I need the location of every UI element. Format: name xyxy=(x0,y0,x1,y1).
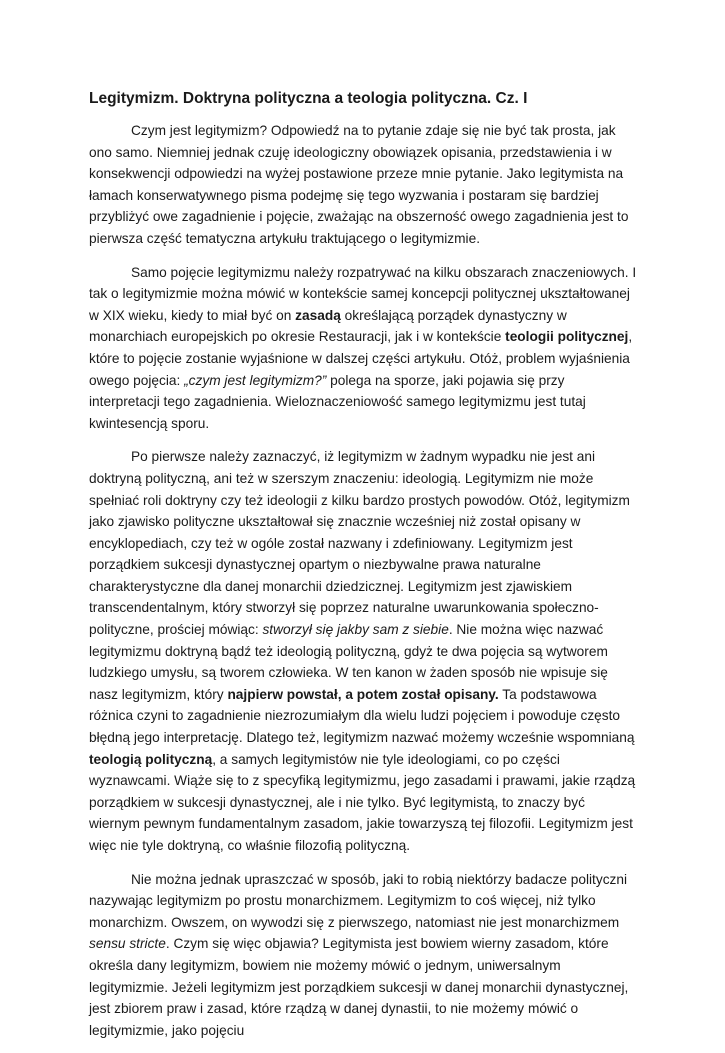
paragraph xyxy=(89,262,637,435)
paragraph xyxy=(89,446,637,856)
bold-text: zasadą xyxy=(295,307,341,323)
paragraph-text: polega na sporze, jaki pojawia się przy interpretacji tego zagadnienia. Wieloznaczeniowość samego legitymizmu jest tutaj kwintesencją sporu. xyxy=(89,372,586,431)
italic-text: stworzył się jakby sam z siebie xyxy=(262,622,449,638)
paragraph-text: Samo pojęcie legitymizmu należy rozpatrywać na kilku obszarach znaczeniowych. I tak o legitymizmie można mówić w kontekście samej koncepcji politycznej ukształtowanej w XIX wieku, kiedy to miał być on xyxy=(89,264,637,323)
paragraph-text: Po pierwsze należy zaznaczyć, iż legitymizm w żadnym wypadku nie jest ani doktryną polityczną, ani też w szerszym znaczeniu: ideologią. Legitymizm nie może spełniać roli doktryny czy też ideologii z kilku bardzo prostych powodów. Otóż, legitymizm jako zjawisko polityczne ukształtował się znacznie wcześniej niż został opisany w encyklopediach, czy też w ogóle został nazwany i zdefiniowany. Legitymizm jest porządkiem sukcesji dynastycznej opartym o niezbywalne prawa naturalne charakterystyczne dla danej monarchii dziedzicznej. Legitymizm jest zjawiskiem transcendentalnym, który stworzył się poprzez naturalne uwarunkowania społeczno-polityczne, prościej mówiąc: xyxy=(89,449,630,638)
italic-text: „czym jest legitymizm?” xyxy=(184,372,327,388)
paragraph-text: . Czym się więc objawia? Legitymista jest bowiem wierny zasadom, które określa dany legitymizm, bowiem nie możemy mówić o jednym, uniwersalnym legitymizmie. Jeżeli legitymizm jest porządkiem sukcesji w danej monarchii dynastycznej, jest zbiorem praw i zasad, które rządzą w danej dynastii, to nie możemy mówić o legitymizmie, jako pojęciu xyxy=(89,936,629,1038)
paragraph-text: Nie można jednak upraszczać w sposób, jaki to robią niektórzy badacze polityczni nazywając legitymizm po prostu monarchizmem. Legitymizm to coś więcej, niż tylko monarchizm. Owszem, on wywodzi się z pierwszego, natomiast nie jest monarchizmem xyxy=(89,871,628,930)
paragraph-text: . Nie można więc nazwać legitymizmu doktryną bądź też ideologią polityczną, gdyż te dwa pojęcia są wytworem ludzkiego umysłu, są tworem człowieka. W ten kanon w żaden sposób nie wpisuje się nasz legitymizm, który xyxy=(89,622,608,702)
bold-text: teologii politycznej xyxy=(505,329,629,345)
paragraph-text: Ta podstawowa różnica czyni to zagadnienie niezrozumiałym dla wielu ludzi pojęciem i powoduje często błędną jego interpretację. Dlatego też, legitymizm nazwać możemy wcześnie wspomnianą xyxy=(89,686,635,746)
paragraph-text: , a samych legitymistów nie tyle ideologiami, co po części wyznawcami. Wiąże się to z specyfiką legitymizmu, jego zasadami i prawami, jakie rządzą porządkiem w sukcesji dynastycznej, ale i nie tylko. Być legitymistą, to znaczy być wiernym pewnym fundamentalnym zasadom, jakie towarzyszą tej filozofii. Legitymizm jest więc nie tyle doktryną, co właśnie filozofią polityczną. xyxy=(89,751,636,853)
paragraph xyxy=(89,869,637,1042)
paragraph-text: określającą porządek dynastyczny w monarchiach europejskich po okresie Restauracji, jak i w kontekście xyxy=(89,307,567,345)
paragraph-text: , które to pojęcie zostanie wyjaśnione w dalszej części artykułu. Otóż, problem wyjaśnienia owego pojęcia: xyxy=(89,329,633,388)
paragraph-text: Czym jest legitymizm? Odpowiedź na to pytanie zdaje się nie być tak prosta, jak ono samo. Niemniej jednak czuję ideologiczny obowiązek opisania, przedstawienia i w konsekwencji odpowiedzi na wyżej postawione przeze mnie pytanie. Jako legitymista na łamach konserwatywnego pisma podejmę się tego wyzwania i postaram się bardziej przybliżyć owe zagadnienie i pojęcie, zważając na obszerność owego zagadnienia jest to pierwsza część tematyczna artykułu traktującego o legitymizmie. xyxy=(89,123,629,246)
document-body xyxy=(89,120,637,1053)
bold-text: teologią polityczną xyxy=(89,751,213,767)
paragraph xyxy=(89,120,637,250)
document-title: Legitymizm. Doktryna polityczna a teologia polityczna. Cz. I xyxy=(89,90,528,107)
italic-text: sensu stricte xyxy=(89,936,166,952)
bold-text: najpierw powstał, a potem został opisany. xyxy=(227,686,499,702)
